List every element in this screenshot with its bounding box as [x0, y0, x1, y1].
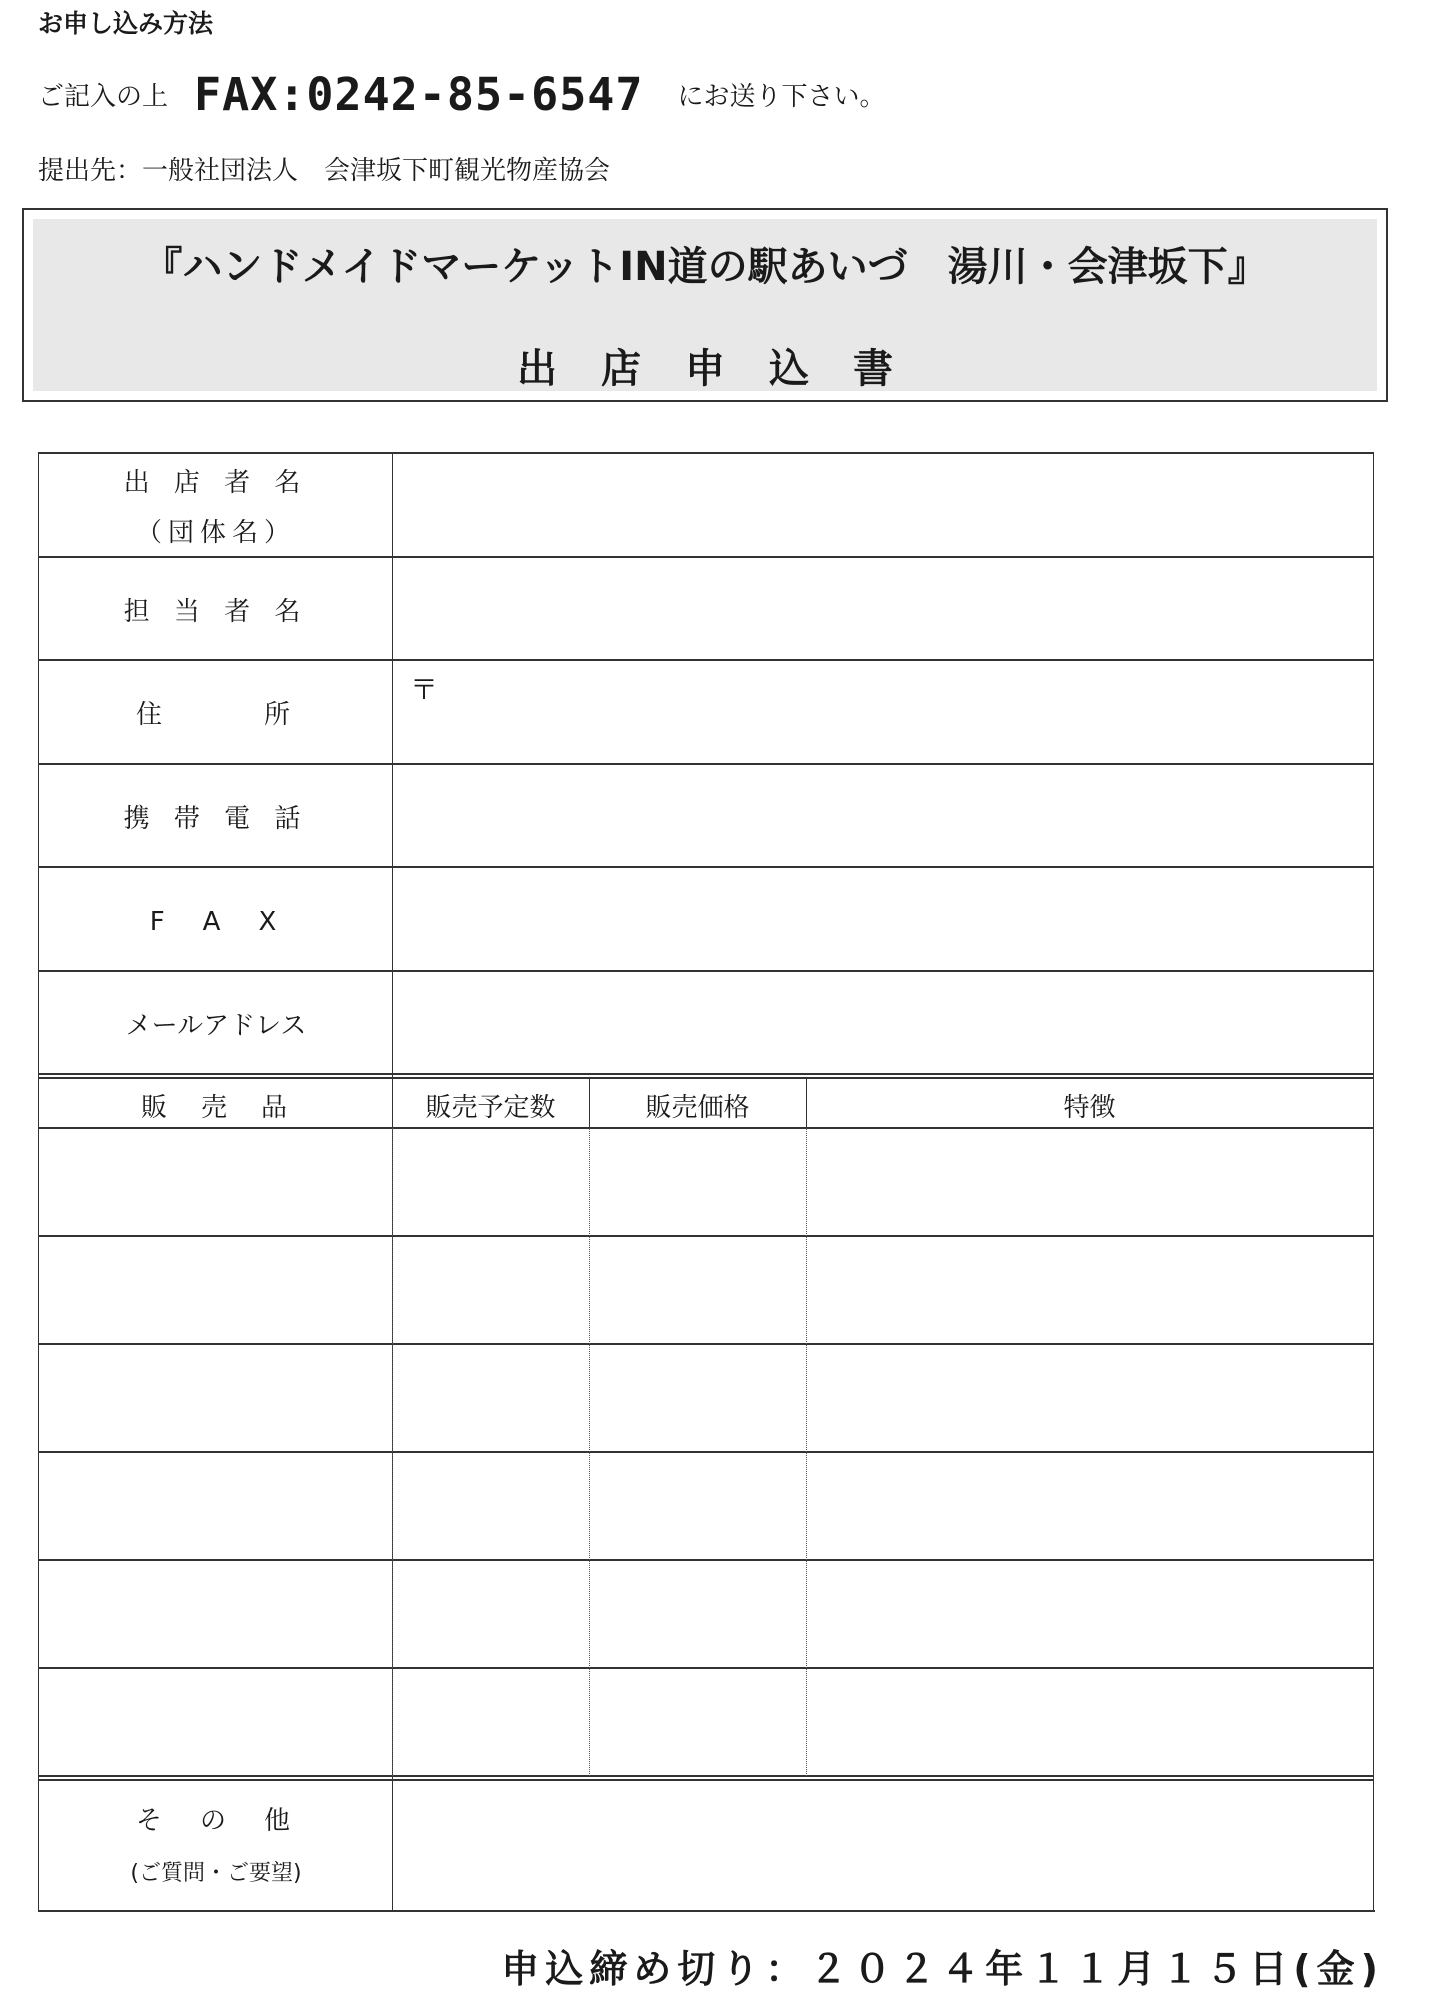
form-left-border [38, 452, 39, 1911]
event-title: 『ハンドメイドマーケットIN道の駅あいづ 湯川・会津坂下』 [142, 244, 1268, 290]
label-exhibitor-name: 出 店 者 名 [123, 468, 309, 498]
row-divider [38, 970, 1374, 972]
title-box [22, 208, 1388, 402]
postal-mark: 〒 [410, 673, 439, 706]
form-bottom-border [38, 1910, 1375, 1912]
row-divider [38, 1343, 1374, 1345]
label-mobile-phone: 携 帯 電 話 [123, 804, 309, 834]
label-email: メールアドレス [125, 1011, 307, 1041]
application-deadline: 申込締め切り：２０２４年１１月１５日(金) [501, 1947, 1384, 1991]
label-contact-person: 担 当 者 名 [123, 597, 309, 627]
fax-instruction [38, 66, 886, 122]
title-box-inner [33, 219, 1377, 391]
form-right-border [1373, 452, 1374, 1911]
row-divider [38, 1127, 1374, 1129]
label-other: そ の 他 [135, 1806, 296, 1836]
fax-suffix: にお送り下さい。 [677, 81, 886, 112]
label-fax: F A X [149, 907, 283, 937]
submit-to: 提出先：一般社団法人 会津坂下町観光物産協会 [38, 156, 611, 186]
column-divider [806, 1128, 807, 1776]
row-divider [38, 1235, 1374, 1237]
row-divider [38, 1779, 1374, 1781]
label-address: 住 所 [135, 700, 296, 730]
method-title: お申し込み方法 [38, 9, 214, 38]
row-divider [38, 763, 1374, 765]
header-planned-quantity: 販売予定数 [425, 1093, 556, 1123]
form-top-border [38, 452, 1374, 454]
column-divider [589, 1128, 590, 1776]
column-divider [392, 1128, 393, 1776]
header-price: 販売価格 [645, 1093, 750, 1123]
label-questions-requests: (ご質問・ご要望) [130, 1861, 302, 1886]
fax-prefix: ご記入の上 [38, 81, 169, 112]
row-divider [38, 556, 1374, 558]
row-divider [38, 1077, 1374, 1079]
row-divider [38, 866, 1374, 868]
row-divider [38, 1667, 1374, 1669]
row-divider [38, 1451, 1374, 1453]
row-divider [38, 659, 1374, 661]
row-divider [38, 1073, 1374, 1075]
label-group-name: （団体名） [135, 518, 296, 548]
form-title: 出店申込書 [517, 346, 937, 392]
row-divider [38, 1775, 1374, 1777]
row-divider [38, 1559, 1374, 1561]
fax-number: FAX:0242-85-6547 [194, 67, 644, 121]
header-features: 特徴 [1063, 1093, 1116, 1123]
header-products: 販 売 品 [140, 1093, 291, 1123]
